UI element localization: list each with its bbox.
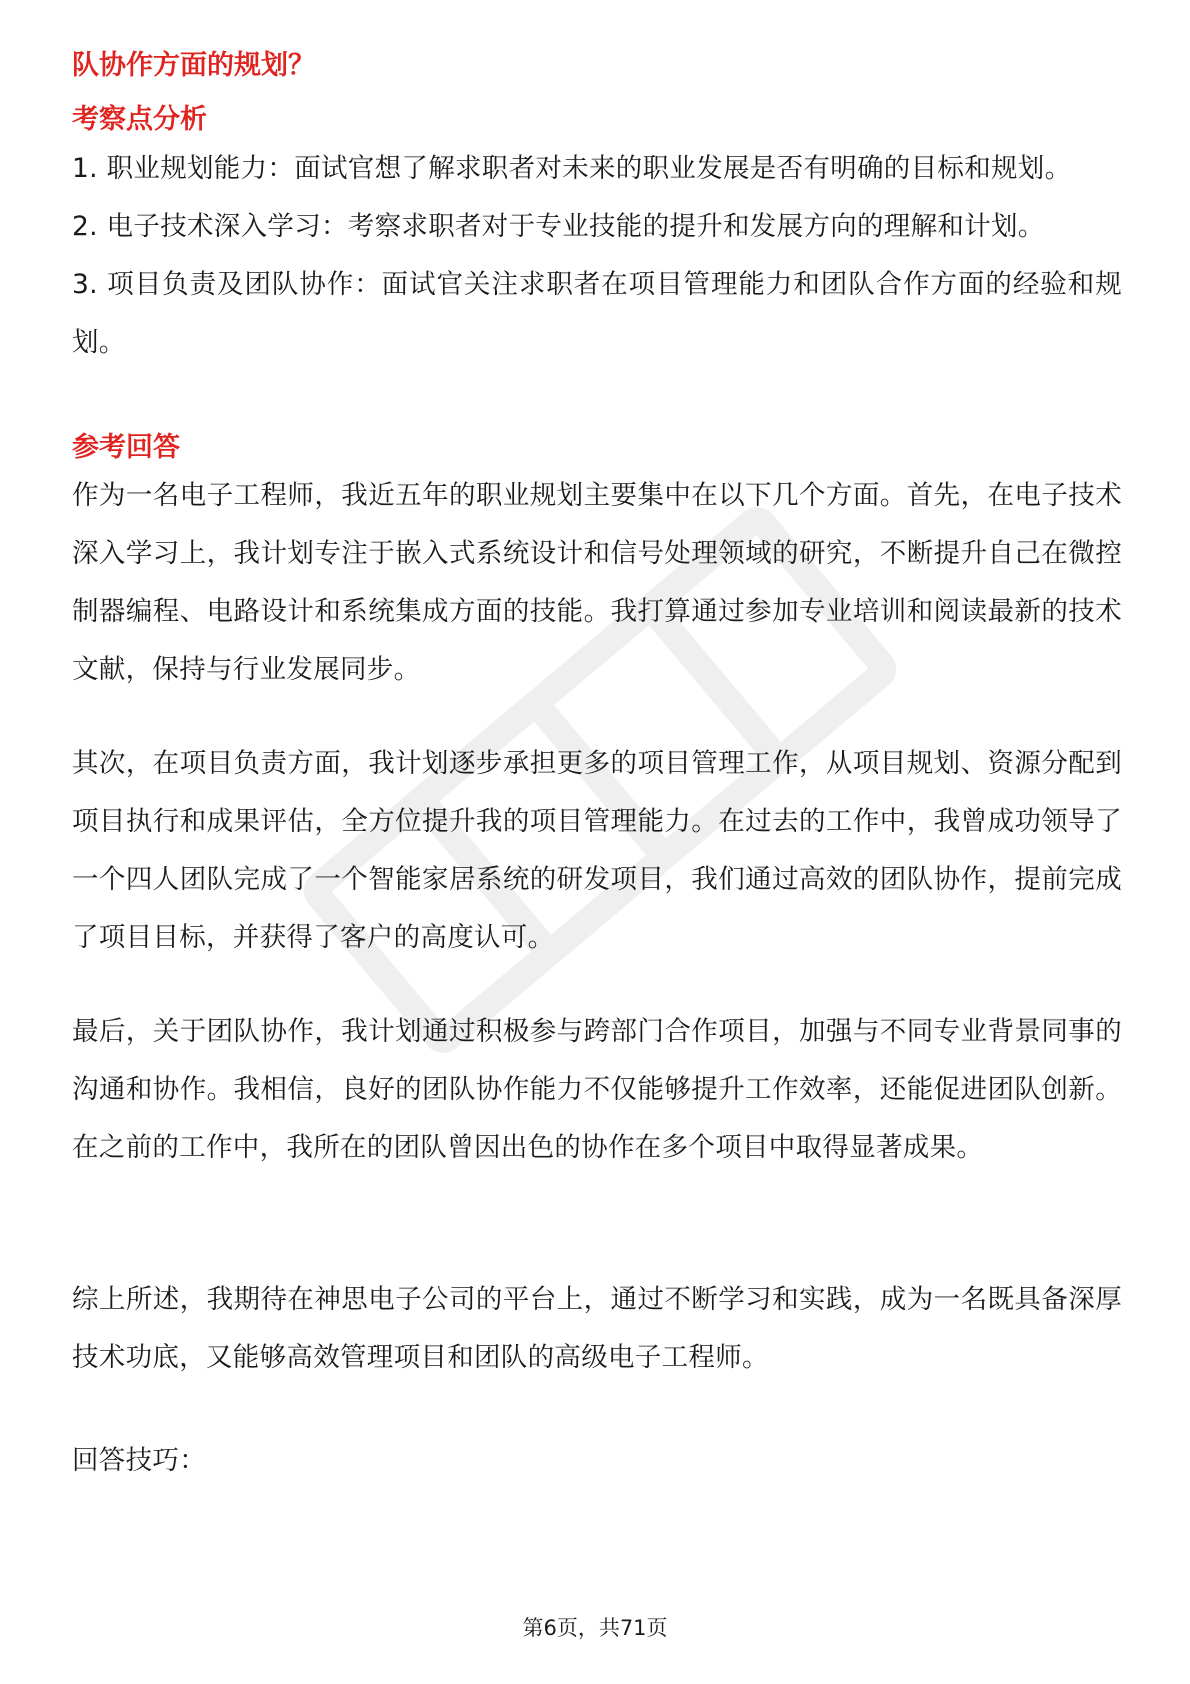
tips-block [72,1432,1122,1490]
answer-paragraph [72,1271,1122,1387]
analysis-item: 3. 项目负责及团队协作：面试官关注求职者在项目管理能力和团队合作方面的经验和规划。 [72,269,1122,358]
analysis-item: 1. 职业规划能力：面试官想了解求职者对未来的职业发展是否有明确的目标和规划。 [72,153,1072,184]
answer-text: 作为一名电子工程师，我近五年的职业规划主要集中在以下几个方面。首先，在电子技术深入学习上，我计划专注于嵌入式系统设计和信号处理领域的研究，不断提升自己在微控制器编程、电路设计和系统集成方面的技能。我打算通过参加专业培训和阅读最新的技术文献，保持与行业发展同步。 [72,480,1122,685]
analysis-heading: 考察点分析 [72,104,207,135]
page-number: 第6页，共71页 [522,1616,668,1640]
answer-paragraph [72,735,1122,967]
answer-text: 其次，在项目负责方面，我计划逐步承担更多的项目管理工作，从项目规划、资源分配到项目执行和成果评估，全方位提升我的项目管理能力。在过去的工作中，我曾成功领导了一个四人团队完成了一个智能家居系统的研发项目，我们通过高效的团队协作，提前完成了项目目标，并获得了客户的高度认可。 [72,748,1122,953]
answer-text: 综上所述，我期待在神思电子公司的平台上，通过不断学习和实践，成为一名既具备深厚技术功底，又能够高效管理项目和团队的高级电子工程师。 [72,1284,1122,1373]
answer-heading: 参考回答 [72,432,180,463]
analysis-item: 2. 电子技术深入学习：考察求职者对于专业技能的提升和发展方向的理解和计划。 [72,211,1045,242]
answer-text: 最后，关于团队协作，我计划通过积极参与跨部门合作项目，加强与不同专业背景同事的沟通和协作。我相信，良好的团队协作能力不仅能够提升工作效率，还能促进团队创新。在之前的工作中，我所在的团队曾因出色的协作在多个项目中取得显著成果。 [72,1016,1122,1163]
answer-paragraph [72,467,1122,699]
tips-label: 回答技巧： [72,1445,206,1476]
answer-paragraph [72,1003,1122,1177]
analysis-list [72,140,1122,372]
question-tail: 队协作方面的规划？ [72,50,315,81]
